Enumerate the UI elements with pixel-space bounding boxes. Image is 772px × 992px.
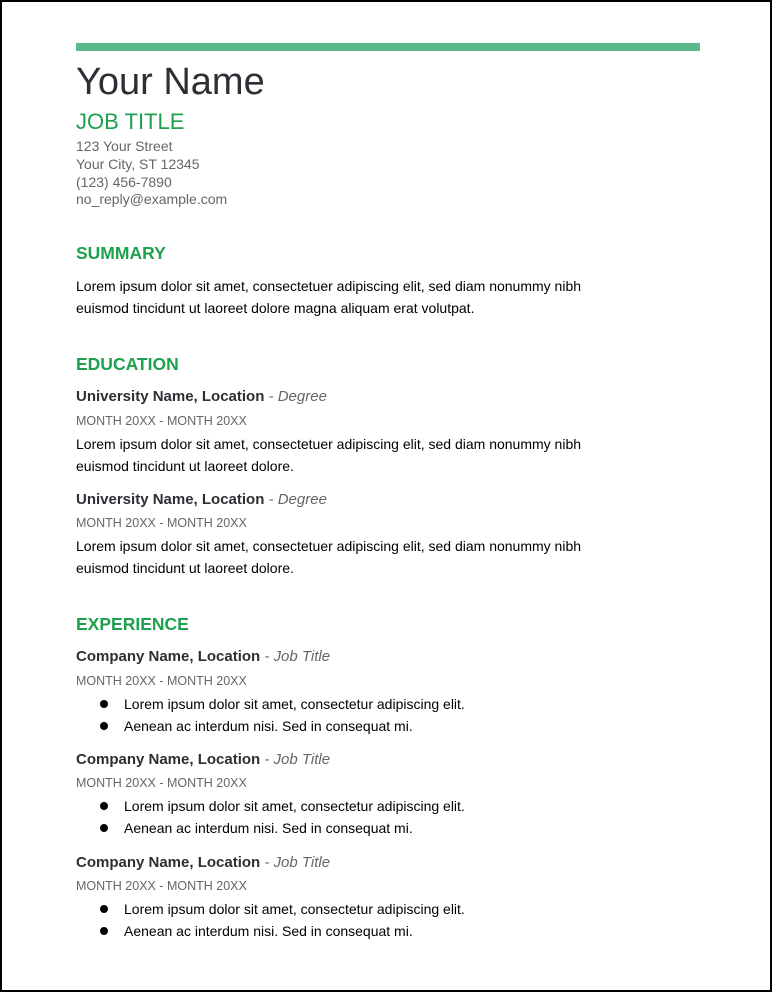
list-item <box>76 898 465 920</box>
experience-entry-2-dates: MONTH 20XX - MONTH 20XX <box>76 776 247 790</box>
bullet-text: Aenean ac interdum nisi. Sed in consequat mi. <box>124 820 413 836</box>
bullet-icon <box>100 927 108 935</box>
education-entry-1-text: Lorem ipsum dolor sit amet, consectetuer adipiscing elit, sed diam nonummy nibh euismod tincidunt ut laoreet dolore. <box>76 436 582 474</box>
experience-entry-3-header <box>76 853 330 873</box>
bullet-text: Lorem ipsum dolor sit amet, consectetur adipiscing elit. <box>124 901 465 917</box>
bullet-text: Aenean ac interdum nisi. Sed in consequat mi. <box>124 923 413 939</box>
job-title: JOB TITLE <box>76 109 185 134</box>
education-entry-2-degree: - Degree <box>264 491 327 508</box>
experience-entry-2-org: Company Name, Location <box>76 751 261 768</box>
education-entry-1-header <box>76 387 327 407</box>
bullet-icon <box>100 700 108 708</box>
bullet-text: Lorem ipsum dolor sit amet, consectetur adipiscing elit. <box>124 798 465 814</box>
education-entry-2-header <box>76 490 327 510</box>
experience-entry-1-bullets <box>76 693 465 737</box>
bullet-icon <box>100 722 108 730</box>
contact-phone: (123) 456-7890 <box>76 173 172 190</box>
contact-street: 123 Your Street <box>76 138 173 154</box>
experience-entry-3-dates: MONTH 20XX - MONTH 20XX <box>76 879 247 893</box>
education-entry-2-dates: MONTH 20XX - MONTH 20XX <box>76 516 247 530</box>
contact-block <box>76 138 227 209</box>
education-entry-1-degree: - Degree <box>264 388 327 405</box>
accent-bar <box>76 43 700 51</box>
contact-city: Your City, ST 12345 <box>76 155 200 172</box>
candidate-name: Your Name <box>76 61 265 103</box>
bullet-text: Aenean ac interdum nisi. Sed in consequat mi. <box>124 718 413 734</box>
education-heading: EDUCATION <box>76 354 179 374</box>
summary-text: Lorem ipsum dolor sit amet, consectetuer adipiscing elit, sed diam nonummy nibh euismod tincidunt ut laoreet dolore magna aliquam erat volutpat. <box>76 278 582 316</box>
list-item <box>76 693 465 715</box>
bullet-icon <box>100 824 108 832</box>
experience-entry-1-role: - Job Title <box>260 648 331 665</box>
list-item <box>76 920 465 942</box>
experience-entry-3-bullets <box>76 898 465 942</box>
experience-entry-2-bullets <box>76 795 465 839</box>
education-entry-2-org: University Name, Location <box>76 491 265 508</box>
contact-email: no_reply@example.com <box>76 191 228 208</box>
education-entry-2-text: Lorem ipsum dolor sit amet, consectetuer adipiscing elit, sed diam nonummy nibh euismod tincidunt ut laoreet dolore. <box>76 538 582 576</box>
experience-entry-1-org: Company Name, Location <box>76 648 261 665</box>
education-entry-1-dates: MONTH 20XX - MONTH 20XX <box>76 414 247 428</box>
experience-entry-2-header <box>76 750 330 770</box>
experience-entry-1-header <box>76 647 330 667</box>
bullet-icon <box>100 802 108 810</box>
bullet-text: Lorem ipsum dolor sit amet, consectetur adipiscing elit. <box>124 696 465 712</box>
education-entry-1-org: University Name, Location <box>76 388 265 405</box>
bullet-icon <box>100 905 108 913</box>
summary-heading: SUMMARY <box>76 243 166 263</box>
experience-entry-2-role: - Job Title <box>260 751 331 768</box>
list-item <box>76 817 465 839</box>
experience-heading: EXPERIENCE <box>76 614 189 634</box>
experience-entry-3-role: - Job Title <box>260 854 331 871</box>
experience-entry-3-org: Company Name, Location <box>76 854 261 871</box>
list-item <box>76 715 465 737</box>
list-item <box>76 795 465 817</box>
experience-entry-1-dates: MONTH 20XX - MONTH 20XX <box>76 674 247 688</box>
